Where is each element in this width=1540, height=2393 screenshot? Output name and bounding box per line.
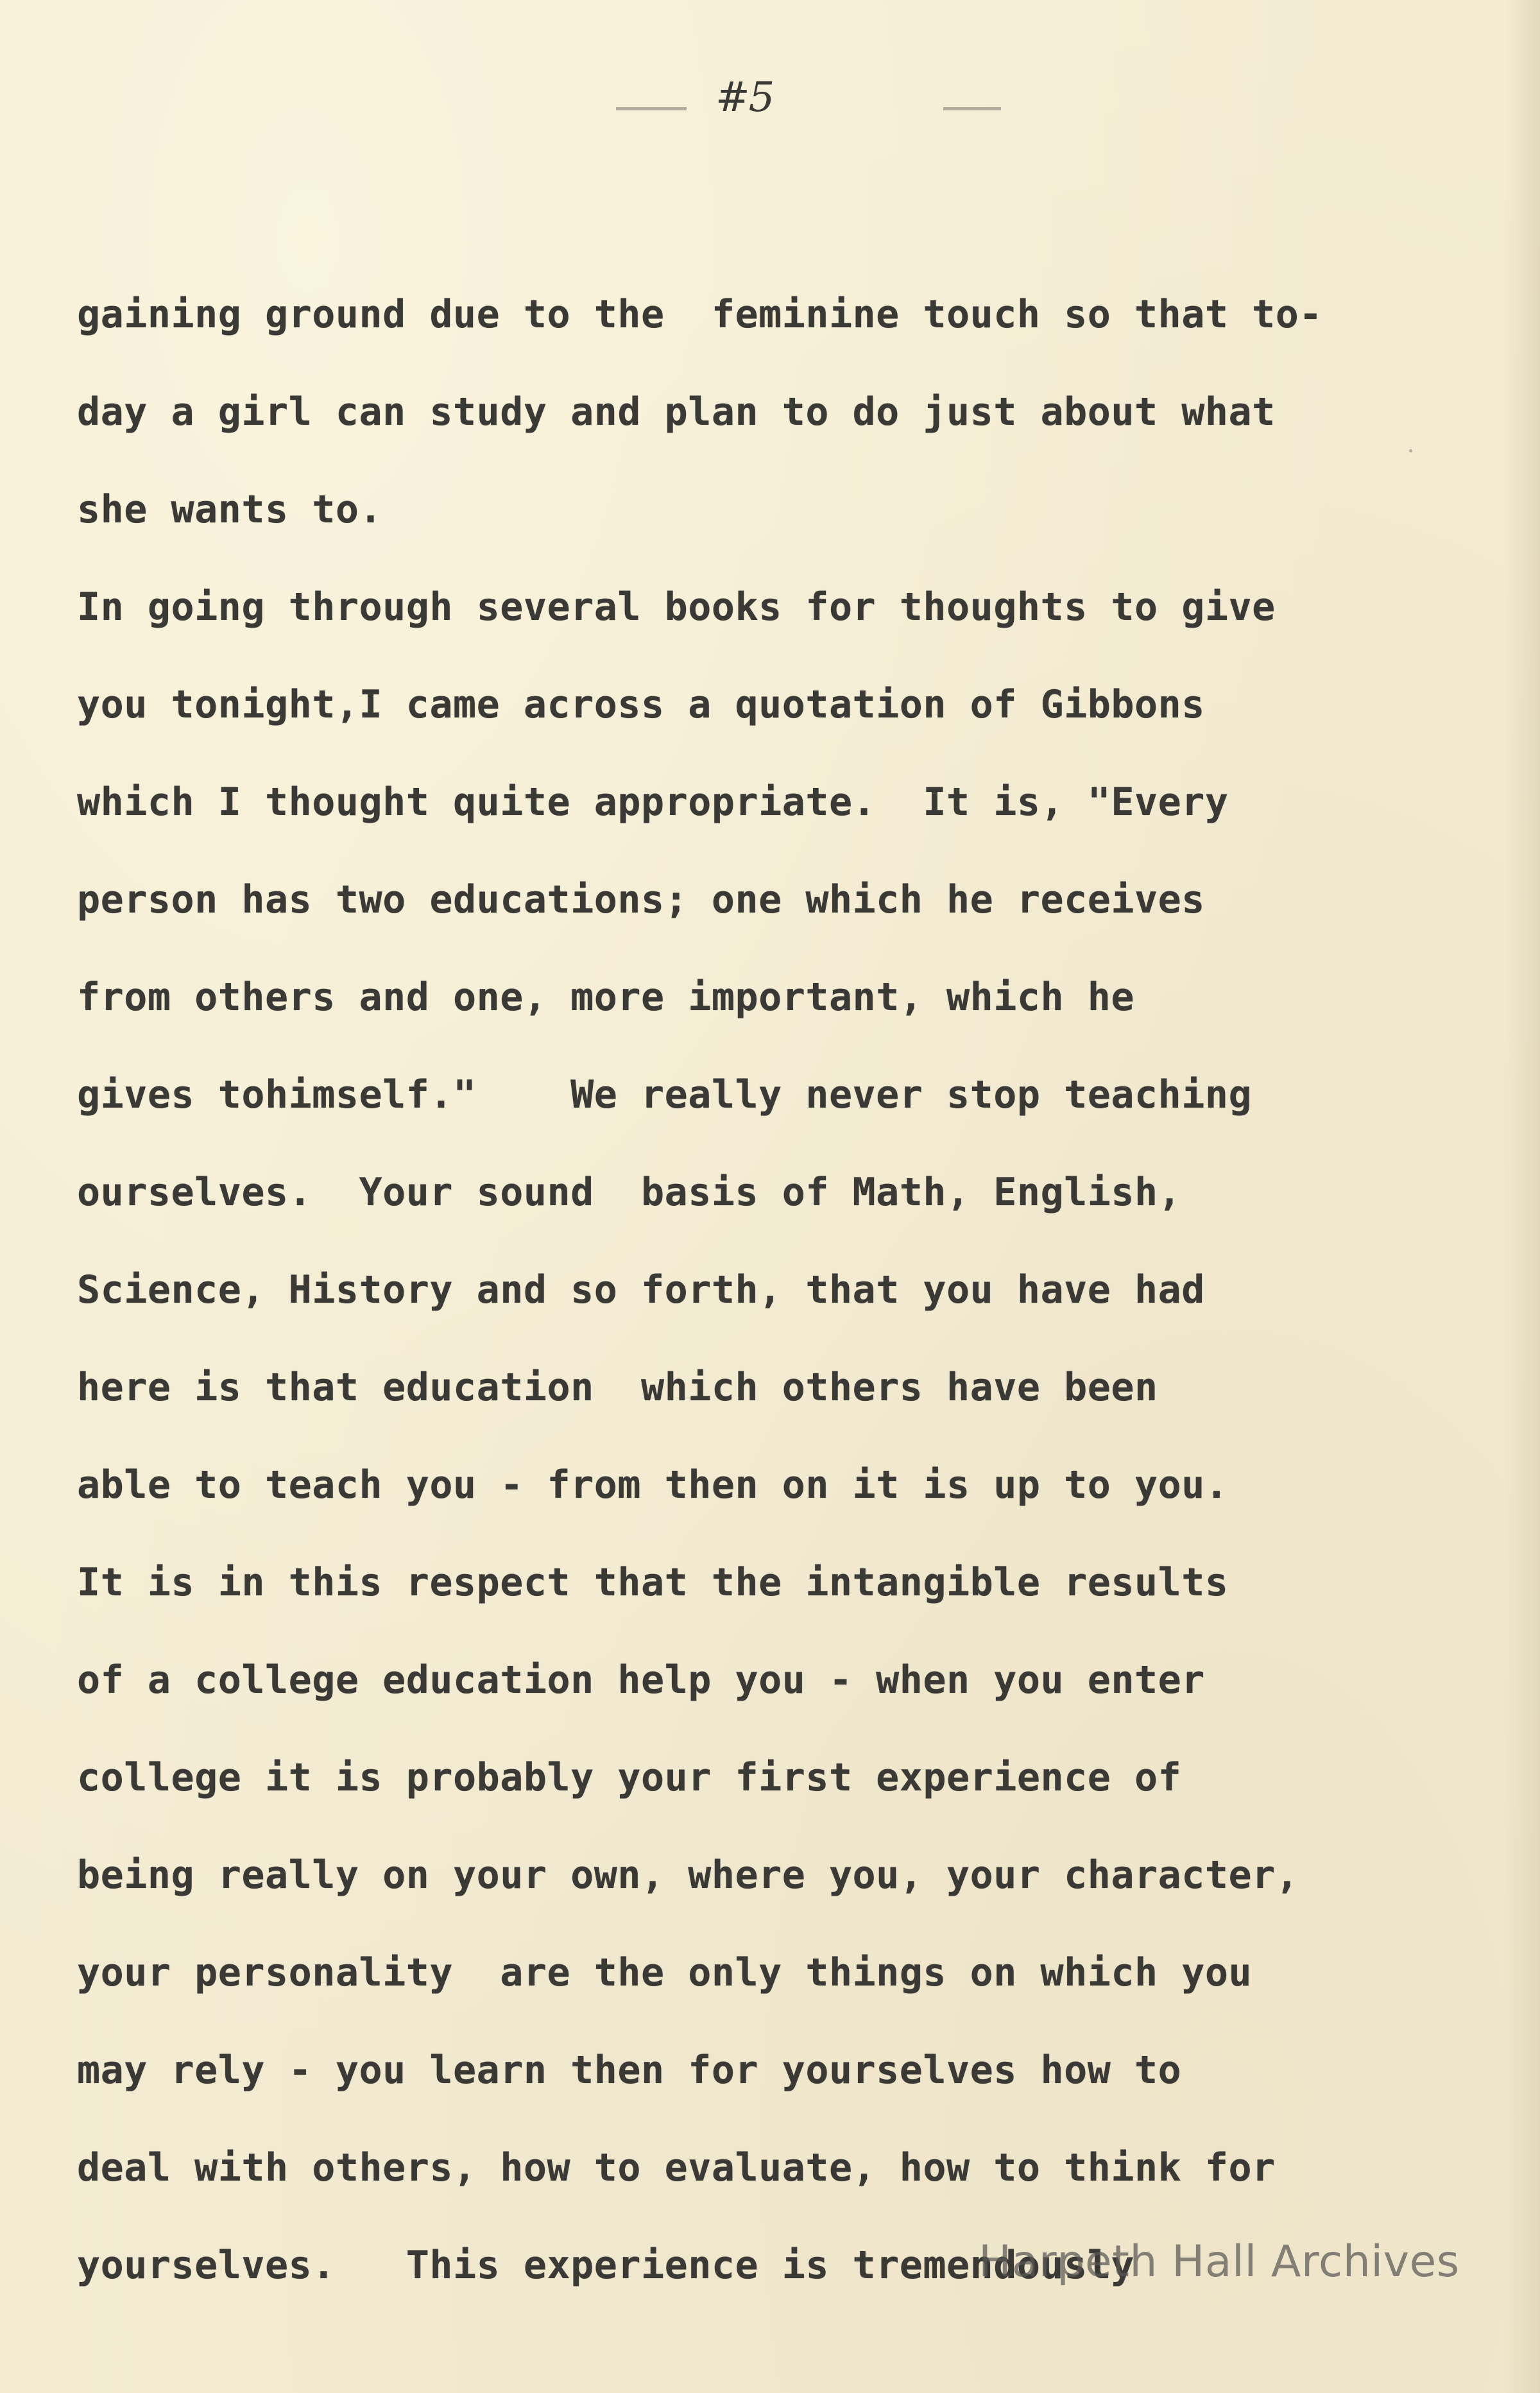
- text-line: person has two educations; one which he receives: [77, 877, 1205, 922]
- text-line: from others and one, more important, which he: [77, 975, 1135, 1020]
- text-line: may rely - you learn then for yourselves how to: [77, 2048, 1182, 2093]
- text-line: ourselves. Your sound basis of Math, English,: [77, 1170, 1182, 1215]
- text-line: able to teach you - from then on it is up to you.: [77, 1462, 1229, 1507]
- page-edge-shadow: [1505, 0, 1540, 2393]
- archive-watermark: Harpeth Hall Archives: [979, 2236, 1460, 2287]
- text-line: Science, History and so forth, that you have had: [77, 1267, 1205, 1312]
- text-line: which I thought quite appropriate. It is, "Every: [77, 780, 1229, 825]
- text-line: gaining ground due to the feminine touch so that to-: [77, 292, 1323, 337]
- typed-speech-text: [77, 282, 1360, 2331]
- text-line: yourselves. This experience is tremendously: [77, 2243, 1135, 2288]
- paper-speck: [1409, 449, 1412, 452]
- text-line: your personality are the only things on which you: [77, 1950, 1253, 1995]
- text-line: here is that education which others have been: [77, 1365, 1158, 1410]
- text-line: you tonight,I came across a quotation of Gibbons: [77, 682, 1205, 727]
- text-line: deal with others, how to evaluate, how to think for: [77, 2145, 1276, 2190]
- text-line: college it is probably your first experience of: [77, 1755, 1182, 1800]
- header-rule-right: [943, 107, 1001, 110]
- header-rule-left: [616, 107, 687, 110]
- text-line: gives tohimself." We really never stop teaching: [77, 1072, 1253, 1117]
- text-line: It is in this respect that the intangible results: [77, 1560, 1229, 1605]
- text-line: of a college education help you - when you enter: [77, 1658, 1205, 1703]
- text-line: she wants to.: [77, 487, 383, 532]
- text-line: In going through several books for thoughts to give: [77, 585, 1276, 630]
- text-line: being really on your own, where you, your character,: [77, 1853, 1299, 1898]
- page-header: [610, 74, 1007, 132]
- page-number: #5: [715, 74, 774, 121]
- text-line: day a girl can study and plan to do just about what: [77, 390, 1276, 434]
